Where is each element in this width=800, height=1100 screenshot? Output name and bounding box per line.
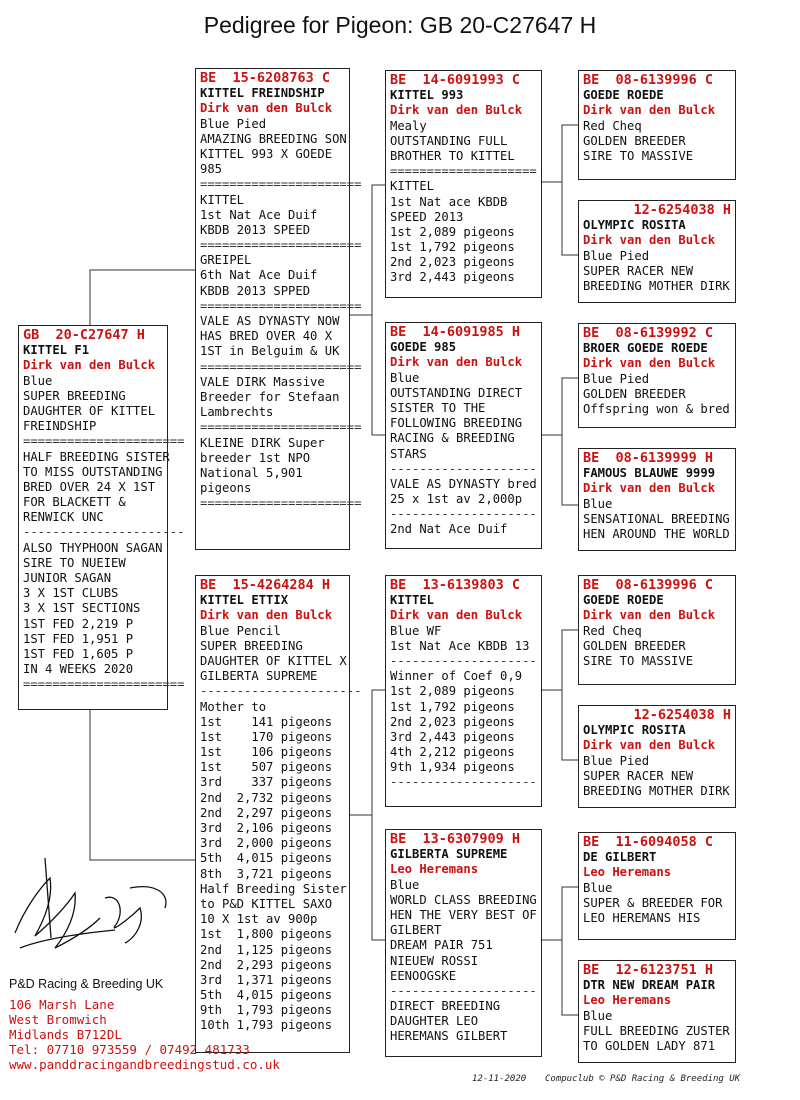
info-line: NIEUEW ROSSI [390, 953, 479, 968]
info-line: 1ST in Belguim & UK [200, 344, 340, 359]
info-line: SIRE TO NUEIEW [23, 555, 126, 570]
bird-name: KITTEL FREINDSHIP [200, 86, 325, 101]
bird-name: BROER GOEDE ROEDE [583, 341, 708, 356]
info-line: RENWICK UNC [23, 510, 104, 525]
info-line: BREEDING MOTHER DIRK [583, 278, 730, 293]
dam-dam-card [385, 829, 542, 1057]
info-line: Blue Pencil [200, 623, 281, 638]
info-line: 6th Nat Ace Duif [200, 268, 318, 283]
separator-line: ====================== [23, 677, 185, 692]
breeder-name: Dirk van den Bulck [583, 481, 716, 496]
info-line: STARS [390, 446, 427, 461]
info-line: GOLDEN BREEDER [583, 386, 686, 401]
breeder-name: Leo Heremans [583, 865, 672, 880]
ring-number: BE 15-6208763 C [200, 70, 331, 86]
page-title: Pedigree for Pigeon: GB 20-C27647 H [203, 12, 597, 38]
info-line: FULL BREEDING ZUSTER [583, 1023, 730, 1038]
info-line: FOR BLACKETT & [23, 495, 126, 510]
info-line: JUNIOR SAGAN [23, 571, 112, 585]
ring-number: BE 08-6139992 C [583, 325, 714, 341]
info-line: DAUGHTER OF KITTEL X [200, 653, 347, 668]
link-ss-sss [542, 125, 578, 182]
breeder-name: Dirk van den Bulck [390, 608, 523, 623]
address-line-2: West Bromwich [9, 1012, 107, 1027]
info-line: FREINDSHIP [23, 419, 97, 434]
info-line: 1st 1,800 pigeons [200, 927, 333, 942]
info-line: 1st Nat Ace KBDB 13 [390, 638, 530, 653]
ring-number: BE 13-6307909 H [390, 831, 521, 847]
info-line: 5th 4,015 pigeons [200, 851, 333, 866]
info-line: 3 X 1ST CLUBS [23, 586, 119, 601]
info-line: 1st 141 pigeons [200, 714, 333, 729]
info-line: 2nd 2,023 pigeons [390, 255, 515, 270]
address-line-1: 106 Marsh Lane [9, 997, 115, 1012]
info-line: Half Breeding Sister [200, 881, 347, 896]
link-ds-dss [542, 630, 578, 690]
info-line: Blue [390, 877, 420, 892]
ring-number: BE 12-6123751 H [583, 962, 714, 978]
info-line: 10 X 1st av 900p [200, 912, 318, 927]
info-line: LEO HEREMANS HIS [583, 910, 701, 925]
bird-name: OLYMPIC ROSITA [583, 218, 686, 233]
breeder-name: Dirk van den Bulck [583, 103, 716, 118]
ring-number: BE 14-6091993 C [390, 72, 521, 88]
info-line: BROTHER TO KITTEL [390, 148, 515, 163]
breeder-name: Dirk van den Bulck [390, 103, 523, 118]
website-link[interactable]: www.panddracingandbreedingstud.co.uk [9, 1057, 280, 1072]
separator-line: -------------------- [390, 461, 537, 476]
separator-line: ====================== [200, 238, 362, 253]
bird-name: GOEDE ROEDE [583, 593, 664, 608]
link-ss-ssd [562, 182, 578, 255]
info-line: KLEINE DIRK Super [200, 435, 325, 450]
info-line: Blue [390, 370, 420, 385]
info-line: HEN AROUND THE WORLD [583, 526, 730, 541]
ring-number: BE 08-6139999 H [583, 450, 714, 466]
info-line: Blue [583, 1008, 613, 1023]
info-line: SENSATIONAL BREEDING [583, 511, 730, 526]
bird-name: OLYMPIC ROSITA [583, 723, 686, 738]
info-line: HEREMANS GILBERT [390, 1029, 508, 1044]
dam-sire-dam-card [578, 705, 736, 808]
info-line: 1st Nat Ace Duif [200, 207, 318, 222]
info-line: 1st 170 pigeons [200, 729, 333, 744]
info-line: TO GOLDEN LADY 871 [583, 1038, 716, 1053]
info-line: DAUGHTER OF KITTEL [23, 403, 156, 418]
info-line: Blue Pied [583, 371, 650, 386]
info-line: Mealy [390, 118, 427, 133]
bird-name: GILBERTA SUPREME [390, 847, 508, 862]
breeder-name: Dirk van den Bulck [200, 608, 333, 623]
info-line: Red Cheq [583, 118, 642, 133]
separator-line: ====================== [23, 434, 185, 449]
info-line: SUPER RACER NEW [583, 768, 694, 783]
breeder-name: P&D Racing & Breeding UK [9, 977, 164, 991]
info-line: 1st 2,089 pigeons [390, 224, 515, 239]
info-line: SUPER BREEDING [200, 638, 303, 653]
link-sd-sds [542, 378, 578, 435]
ring-number: 12-6254038 H [633, 202, 731, 218]
info-line: SPEED 2013 [390, 209, 464, 224]
info-line: to P&D KITTEL SAXO [200, 896, 333, 911]
info-line: 1st 1,792 pigeons [390, 699, 515, 714]
address-line-3: Midlands B712DL [9, 1027, 122, 1042]
info-line: National 5,901 [200, 465, 303, 480]
breeder-name: Leo Heremans [583, 993, 672, 1008]
dam-card [195, 575, 362, 1053]
info-line: GOLDEN BREEDER [583, 638, 686, 653]
info-line: KITTEL [390, 179, 435, 194]
info-line: BRED OVER 24 X 1ST [23, 479, 156, 494]
info-line: Blue [583, 880, 613, 895]
info-line: SUPER BREEDING [23, 388, 126, 403]
breeder-name: Dirk van den Bulck [583, 608, 716, 623]
info-line: 9th 1,934 pigeons [390, 760, 515, 775]
bird-name: KITTEL [390, 593, 435, 608]
info-line: GILBERT [390, 923, 442, 938]
info-line: 2nd 2,023 pigeons [390, 714, 515, 729]
info-line: 3rd 337 pigeons [200, 775, 333, 790]
info-line: TO MISS OUTSTANDING [23, 464, 163, 479]
info-line: SUPER RACER NEW [583, 263, 694, 278]
info-line: HALF BREEDING SISTER [23, 449, 170, 464]
print-date: 12-11-2020 [472, 1074, 527, 1084]
separator-line: ====================== [200, 359, 362, 374]
separator-line: -------------------- [390, 507, 537, 522]
info-line: 2nd 2,293 pigeons [200, 957, 333, 972]
info-line: Red Cheq [583, 623, 642, 638]
info-line: SIRE TO MASSIVE [583, 653, 694, 668]
info-line: GOLDEN BREEDER [583, 133, 686, 148]
info-line: 3 X 1ST SECTIONS [23, 601, 141, 616]
info-line: OUTSTANDING DIRECT [390, 385, 523, 400]
ring-number: BE 14-6091985 H [390, 324, 521, 340]
sire-card [195, 68, 362, 550]
info-line: 5th 4,015 pigeons [200, 988, 333, 1003]
info-line: breeder 1st NPO [200, 450, 311, 465]
separator-line: ====================== [200, 496, 362, 511]
info-line: SISTER TO THE [390, 400, 486, 415]
info-line: Breeder for Stefaan [200, 389, 340, 404]
info-line: OUTSTANDING FULL [390, 133, 508, 148]
info-line: EENOOGSKE [390, 968, 457, 983]
info-line: 2nd 2,297 pigeons [200, 805, 333, 820]
info-line: VALE DIRK Massive [200, 374, 325, 389]
bird-name: DE GILBERT [583, 850, 657, 865]
breeder-name: Dirk van den Bulck [390, 355, 523, 370]
info-line: ALSO THYPHOON SAGAN [23, 540, 163, 555]
info-line: Offspring won & bred [583, 401, 730, 416]
info-line: KBDB 2013 SPPED [200, 283, 311, 298]
info-line: 4th 2,212 pigeons [390, 745, 515, 760]
handwritten-signature [5, 838, 175, 968]
info-line: 985 [200, 162, 223, 177]
info-line: RACING & BREEDING [390, 431, 515, 446]
breeder-name: Dirk van den Bulck [583, 233, 716, 248]
info-line: 2nd Nat Ace Duif [390, 522, 508, 537]
info-line: Blue Pied [583, 753, 650, 768]
link-ds-dsd [562, 690, 578, 760]
ring-number: BE 08-6139996 C [583, 72, 714, 88]
separator-line: -------------------- [390, 775, 537, 790]
info-line: SUPER & BREEDER FOR [583, 895, 723, 910]
breeder-name: Dirk van den Bulck [583, 356, 716, 371]
info-line: AMAZING BREEDING SON [200, 131, 347, 146]
info-line: 1st 1,792 pigeons [390, 240, 515, 255]
info-line: Lambrechts [200, 405, 274, 420]
sire-dam-dam-card [578, 448, 736, 551]
info-line: DREAM PAIR 751 [390, 938, 493, 953]
link-sd-sdd [562, 435, 578, 505]
breeder-name: Dirk van den Bulck [583, 738, 716, 753]
link-dam-ds [350, 690, 385, 815]
bird-name: KITTEL F1 [23, 343, 90, 358]
info-line: KITTEL [200, 192, 245, 207]
bird-name: GOEDE ROEDE [583, 88, 664, 103]
bird-name: DTR NEW DREAM PAIR [583, 978, 716, 993]
dam-sire-sire-card [578, 575, 736, 685]
info-line: WORLD CLASS BREEDING [390, 892, 537, 907]
info-line: 1ST FED 1,951 P [23, 631, 134, 646]
info-line: 3rd 2,443 pigeons [390, 270, 515, 285]
info-line: 3rd 2,106 pigeons [200, 821, 333, 835]
subject-bird-card [18, 325, 185, 710]
separator-line: ====================== [200, 298, 362, 313]
info-line: VALE AS DYNASTY NOW [200, 314, 340, 328]
bird-name: KITTEL 993 [390, 88, 464, 103]
info-line: 1ST FED 1,605 P [23, 646, 134, 661]
info-line: 3rd 1,371 pigeons [200, 972, 333, 987]
info-line: KITTEL 993 X GOEDE [200, 146, 333, 161]
info-line: Blue [583, 496, 613, 511]
separator-line: ---------------------- [200, 684, 362, 699]
dam-dam-sire-card [578, 832, 736, 940]
separator-line: ====================== [200, 177, 362, 192]
sire-dam-card [385, 322, 542, 549]
info-line: GREIPEL [200, 253, 252, 268]
separator-line: ====================== [200, 420, 362, 435]
info-line: 1st 106 pigeons [200, 745, 333, 760]
separator-line: -------------------- [390, 653, 537, 668]
link-dam-dd [372, 815, 385, 940]
link-dd-ddd [562, 940, 578, 1015]
info-line: pigeons [200, 481, 252, 496]
dam-sire-card [385, 575, 542, 807]
sire-dam-sire-card [578, 323, 736, 428]
info-line: Blue WF [390, 623, 442, 638]
sire-sire-dam-card [578, 200, 736, 303]
info-line: 25 x 1st av 2,000p [390, 492, 523, 507]
info-line: Mother to [200, 699, 267, 714]
bird-name: KITTEL ETTIX [200, 593, 289, 608]
info-line: 2nd 2,732 pigeons [200, 790, 333, 805]
info-line: 1st 2,089 pigeons [390, 684, 515, 699]
separator-line: -------------------- [390, 983, 537, 998]
info-line: 10th 1,793 pigeons [200, 1018, 333, 1033]
info-line: Blue Pied [200, 116, 267, 131]
breeder-name: Leo Heremans [390, 862, 479, 877]
info-line: Blue Pied [583, 248, 650, 263]
sire-sire-card [385, 70, 542, 298]
info-line: VALE AS DYNASTY bred [390, 476, 537, 491]
dam-dam-dam-card [578, 960, 736, 1063]
info-line: GILBERTA SUPREME [200, 669, 318, 684]
info-line: 8th 3,721 pigeons [200, 866, 333, 881]
info-line: Blue [23, 373, 53, 388]
info-line: DIRECT BREEDING [390, 999, 501, 1014]
ring-number: 12-6254038 H [633, 707, 731, 723]
info-line: KBDB 2013 SPEED [200, 222, 311, 237]
info-line: 3rd 2,443 pigeons [390, 729, 515, 744]
link-subject-sire [90, 270, 195, 325]
info-line: DAUGHTER LEO [390, 1014, 479, 1029]
ring-number: BE 15-4264284 H [200, 577, 331, 593]
ring-number: GB 20-C27647 H [23, 327, 145, 343]
info-line: 1ST FED 2,219 P [23, 616, 134, 631]
info-line: 9th 1,793 pigeons [200, 1003, 333, 1018]
info-line: 3rd 2,000 pigeons [200, 836, 333, 851]
info-line: IN 4 WEEKS 2020 [23, 662, 134, 677]
bird-name: FAMOUS BLAUWE 9999 [583, 466, 716, 481]
info-line: Winner of Coef 0,9 [390, 669, 523, 684]
info-line: SIRE TO MASSIVE [583, 148, 694, 163]
breeder-name: Dirk van den Bulck [200, 101, 333, 116]
info-line: 1st Nat ace KBDB [390, 194, 508, 209]
breeder-name: Dirk van den Bulck [23, 358, 156, 373]
phone-line: Tel: 07710 973559 / 07492 481733 [9, 1042, 250, 1057]
info-line: HAS BRED OVER 40 X [200, 329, 333, 344]
info-line: HEN THE VERY BEST OF [390, 907, 537, 922]
sire-sire-sire-card [578, 70, 736, 180]
info-line: 2nd 1,125 pigeons [200, 942, 333, 957]
link-sire-sd [372, 315, 385, 435]
ring-number: BE 11-6094058 C [583, 834, 714, 850]
info-line: FOLLOWING BREEDING [390, 416, 523, 431]
software-credit: Compuclub © P&D Racing & Breeding UK [545, 1074, 741, 1084]
info-line: 1st 507 pigeons [200, 760, 333, 775]
separator-line: ==================== [390, 164, 537, 179]
ring-number: BE 13-6139803 C [390, 577, 521, 593]
link-dd-dds [542, 887, 578, 940]
ring-number: BE 08-6139996 C [583, 577, 714, 593]
separator-line: ---------------------- [23, 525, 185, 540]
bird-name: GOEDE 985 [390, 340, 457, 355]
info-line: BREEDING MOTHER DIRK [583, 783, 730, 798]
